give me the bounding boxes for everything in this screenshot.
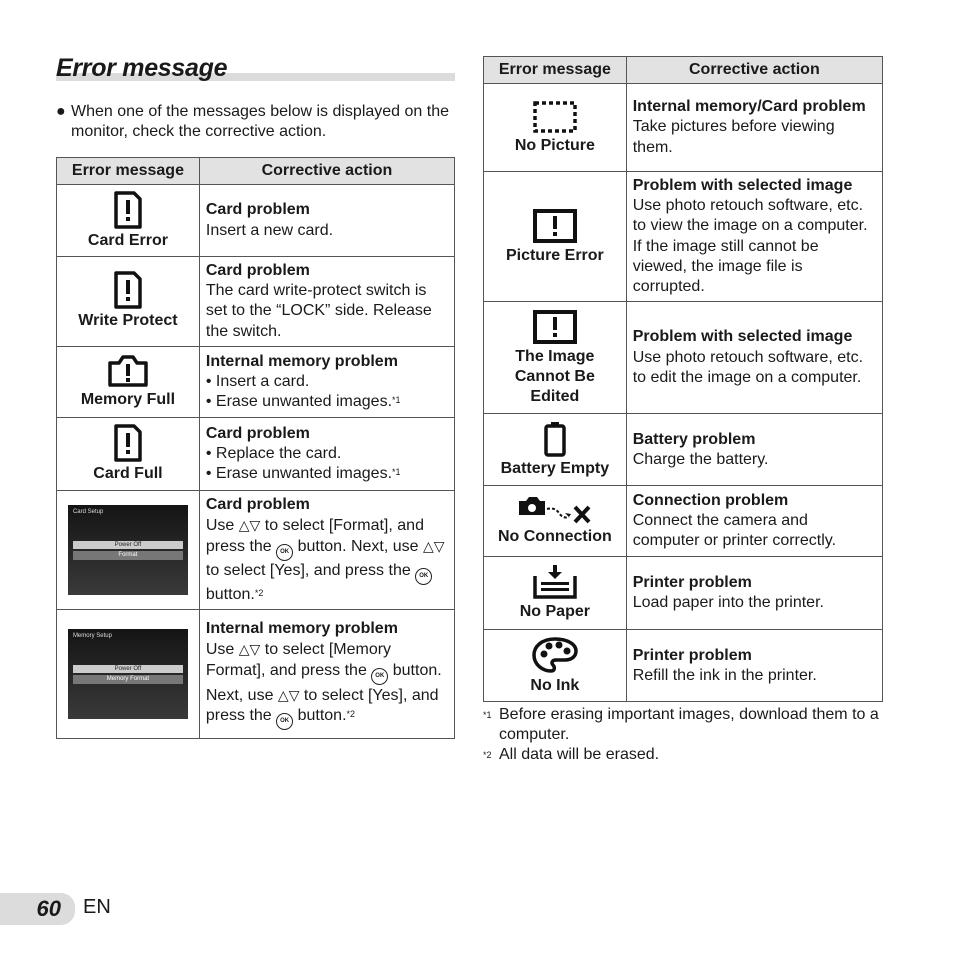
ok-button-icon: OK	[276, 713, 293, 730]
menu-title: Card Setup	[72, 509, 104, 516]
card-setup-screen	[68, 505, 188, 595]
battery-empty-icon	[543, 421, 567, 457]
action-heading: Internal memory problem	[205, 352, 398, 370]
action-heading: Internal memory problem	[205, 620, 398, 638]
error-cell	[57, 346, 200, 417]
table-header-row	[484, 57, 883, 84]
exclamation-box-icon	[532, 309, 578, 345]
error-cell	[484, 414, 627, 486]
action-cell	[626, 630, 882, 702]
table-row	[57, 346, 455, 417]
action-heading: Battery problem	[632, 430, 756, 448]
action-text: Take pictures before viewing them.	[632, 118, 835, 156]
action-cell	[199, 417, 454, 490]
menu-item: Power Off	[73, 665, 183, 673]
action-text: Use △▽ to select [Format], and press the OK button. Next, use △▽ to select [Yes], and press the OK button.$^{*2}$	[205, 517, 445, 604]
intro-sentence: When one of the messages below is displayed on the monitor, check the corrective action.	[71, 103, 450, 140]
action-cell	[199, 610, 454, 739]
error-label: Write Protect	[78, 312, 178, 330]
ok-button-icon: OK	[415, 568, 432, 585]
action-heading: Problem with selected image	[632, 328, 853, 346]
up-down-arrows-icon: △▽	[238, 641, 261, 658]
action-heading: Card problem	[205, 262, 310, 279]
action-text: Insert a new card.	[205, 221, 334, 239]
action-cell	[199, 346, 454, 417]
ok-button-icon: OK	[276, 544, 293, 561]
table-row	[484, 172, 883, 302]
up-down-arrows-icon: △▽	[277, 686, 300, 703]
ok-button-icon: OK	[371, 668, 388, 685]
table-row	[57, 257, 455, 347]
footnote-mark: *1	[483, 710, 492, 720]
dotted-frame-icon	[532, 100, 578, 134]
header-error-message: Error message	[484, 57, 627, 84]
error-table-right	[483, 56, 883, 702]
error-label: The Image Cannot Be Edited	[514, 347, 595, 405]
footnote-text: All data will be erased.	[499, 746, 660, 763]
footnote-text: Before erasing important images, download them to a computer.	[499, 706, 879, 743]
error-cell	[484, 302, 627, 414]
footnotes	[483, 705, 883, 765]
error-label: Battery Empty	[500, 459, 610, 477]
action-text: Use photo retouch software, etc. to view the image on a computer. If the image still cannot be viewed, the image file is corrupted.	[632, 197, 868, 296]
action-cell	[626, 414, 882, 486]
intro-text	[56, 102, 456, 142]
error-cell	[484, 630, 627, 702]
error-cell	[57, 610, 200, 739]
error-cell	[57, 417, 200, 490]
action-text: • Insert a card.	[205, 372, 310, 390]
error-cell	[484, 557, 627, 630]
table-row	[484, 557, 883, 630]
error-label: Memory Full	[80, 390, 176, 408]
action-cell	[626, 84, 882, 172]
action-cell	[626, 172, 882, 302]
action-heading: Connection problem	[632, 491, 789, 509]
bullet: ●	[56, 103, 66, 120]
language-code: EN	[83, 896, 111, 918]
table-row	[484, 630, 883, 702]
action-cell	[626, 557, 882, 630]
action-cell	[199, 185, 454, 257]
action-heading: Internal memory/Card problem	[632, 98, 866, 116]
table-row	[57, 185, 455, 257]
error-label: Card Error	[87, 231, 168, 249]
error-table-left	[56, 157, 455, 739]
error-label: No Picture	[514, 136, 595, 154]
card-exclamation-icon	[113, 424, 143, 462]
table-row	[484, 414, 883, 486]
error-label: Card Full	[93, 464, 163, 482]
action-heading: Card problem	[205, 495, 310, 513]
header-error-message: Error message	[57, 158, 200, 185]
no-connection-icon	[517, 495, 593, 525]
action-cell	[626, 302, 882, 414]
page-number: 60	[36, 896, 61, 921]
no-paper-icon	[532, 564, 578, 600]
table-header-row	[57, 158, 455, 185]
action-heading: Problem with selected image	[632, 177, 853, 194]
table-row	[57, 610, 455, 739]
table-row	[57, 417, 455, 490]
action-text: Load paper into the printer.	[632, 594, 824, 612]
error-cell	[57, 185, 200, 257]
action-heading: Printer problem	[632, 574, 752, 592]
footnote	[483, 705, 883, 745]
header-corrective-action: Corrective action	[626, 57, 882, 84]
up-down-arrows-icon: △▽	[423, 538, 445, 555]
card-exclamation-icon	[113, 271, 143, 309]
menu-title: Memory Setup	[72, 633, 112, 640]
action-text: The card write-protect switch is set to the “LOCK” side. Release the switch.	[205, 282, 432, 340]
footnote	[483, 745, 883, 765]
action-text: Connect the camera and computer or printer correctly.	[632, 512, 837, 550]
exclamation-box-icon	[532, 208, 578, 244]
action-heading: Card problem	[205, 201, 310, 219]
action-text: Charge the battery.	[632, 450, 769, 468]
header-corrective-action: Corrective action	[199, 158, 454, 185]
action-text: • Replace the card.	[205, 444, 342, 462]
table-row	[484, 302, 883, 414]
menu-item-selected: Format	[73, 551, 183, 560]
menu-item-selected: Memory Format	[73, 675, 183, 684]
error-label: No Ink	[530, 676, 580, 694]
error-cell	[484, 84, 627, 172]
error-label: No Connection	[497, 528, 612, 546]
action-heading: Card problem	[205, 424, 310, 442]
page-title: Error message	[56, 54, 228, 82]
error-cell	[484, 172, 627, 302]
menu-item: Power Off	[73, 541, 183, 549]
error-cell	[57, 490, 200, 610]
action-cell	[199, 490, 454, 610]
table-row	[484, 486, 883, 557]
footnote-ref: *2	[254, 588, 264, 599]
action-text: • Erase unwanted images.$^{*1}$	[205, 464, 401, 482]
action-cell	[199, 257, 454, 347]
action-text: Refill the ink in the printer.	[632, 666, 817, 684]
error-cell	[57, 257, 200, 347]
table-row	[484, 84, 883, 172]
card-exclamation-icon	[113, 191, 143, 229]
footnote-ref: *1	[392, 394, 401, 405]
footnote-ref: *1	[392, 466, 401, 477]
no-ink-icon	[531, 636, 579, 674]
error-label: Picture Error	[505, 246, 604, 264]
footnote-ref: *2	[346, 708, 356, 719]
error-cell	[484, 486, 627, 557]
action-heading: Printer problem	[632, 646, 752, 664]
action-text: • Erase unwanted images.$^{*1}$	[205, 392, 401, 410]
memory-setup-screen	[68, 629, 188, 719]
memory-exclamation-icon	[107, 354, 149, 388]
action-cell	[626, 486, 882, 557]
error-label: No Paper	[519, 603, 590, 621]
footnote-mark: *2	[483, 750, 492, 760]
up-down-arrows-icon: △▽	[238, 517, 261, 534]
page-number-tab	[0, 893, 75, 925]
action-text: Use photo retouch software, etc. to edit the image on a computer.	[632, 348, 864, 386]
action-text: Use △▽ to select [Memory Format], and press the OK button. Next, use △▽ to select [Yes], and press the OK button.$^{*2}$	[206, 639, 448, 729]
table-row	[57, 490, 455, 610]
